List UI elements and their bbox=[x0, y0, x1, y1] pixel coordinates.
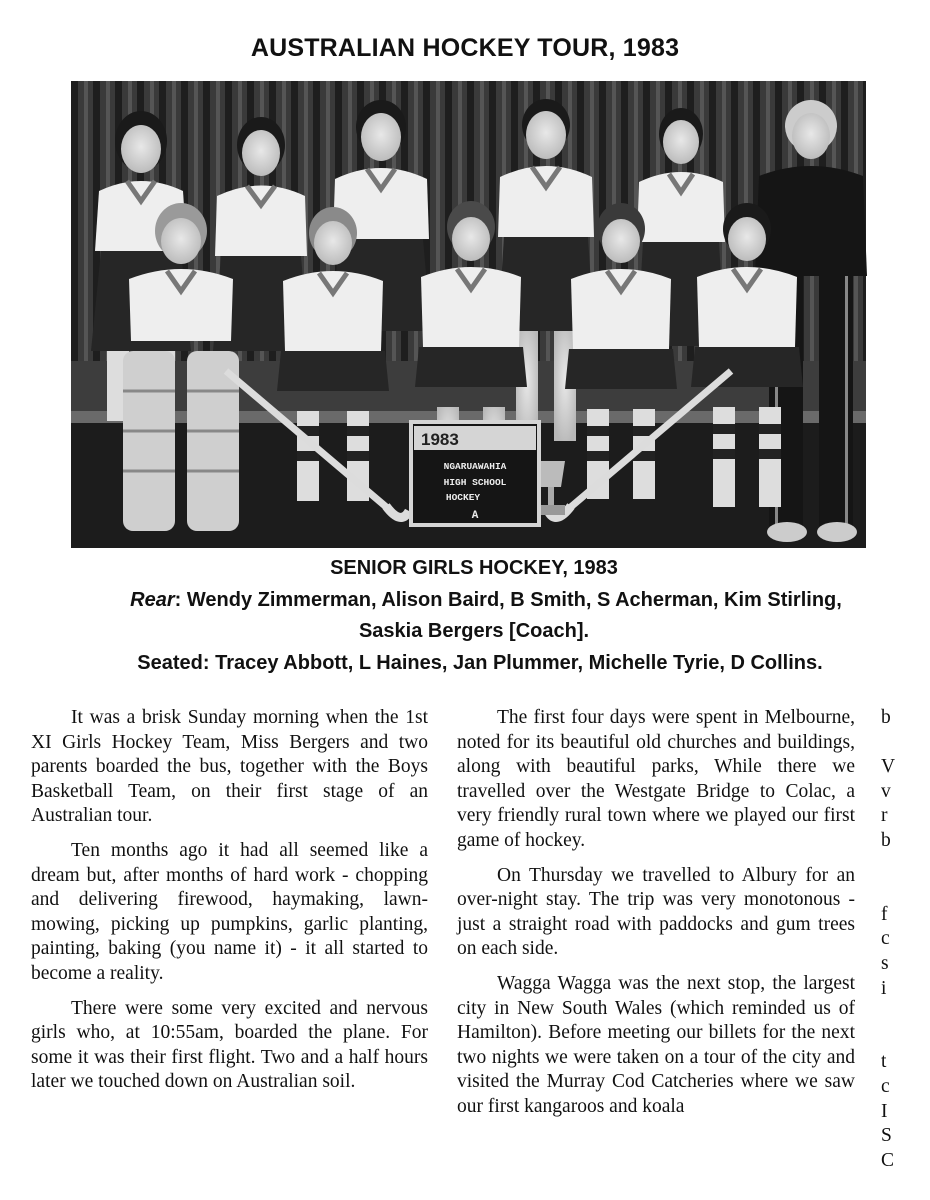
paragraph: On Thursday we travelled to Albury for an over-night stay. The trip was very monotonous - just a straight road with paddocks and gum trees on each side. bbox=[457, 864, 855, 960]
article-column-1 bbox=[31, 706, 428, 1105]
board-line-school-town: NGARUAWAHIA bbox=[443, 461, 507, 472]
caption-seated-prefix: Seated bbox=[137, 652, 203, 674]
page-title: AUSTRALIAN HOCKEY TOUR, 1983 bbox=[250, 34, 680, 62]
fragment: c bbox=[881, 928, 890, 950]
paragraph: There were some very excited and nervous girls who, at 10:55am, boarded the plane. For some it was their first flight. Two and a half hours later we touched down on Australian soil. bbox=[31, 997, 428, 1093]
caption-rear-prefix: Rear bbox=[130, 589, 175, 611]
fragment bbox=[881, 731, 901, 756]
board-line-sport: HOCKEY bbox=[445, 492, 481, 503]
fragment: S bbox=[881, 1125, 892, 1147]
paragraph: It was a brisk Sunday morning when the 1st XI Girls Hockey Team, Miss Bergers and two parents boarded the bus, together with the Boys Basketball Team, on their first stage of an Australian tour. bbox=[31, 707, 428, 827]
caption-rear-line2: Saskia Bergers [Coach]. bbox=[358, 620, 590, 642]
fragment: b bbox=[881, 707, 891, 728]
fragment: I bbox=[881, 1100, 888, 1122]
fragment bbox=[881, 1001, 901, 1026]
fragment: i bbox=[881, 977, 887, 999]
caption-title: SENIOR GIRLS HOCKEY, 1983 bbox=[330, 557, 618, 579]
caption-seated-line bbox=[36, 652, 924, 675]
board-year: 1983 bbox=[421, 430, 459, 449]
team-photo-illustration bbox=[71, 81, 866, 548]
board-line-school: HIGH SCHOOL bbox=[443, 477, 507, 488]
paragraph: Wagga Wagga was the next stop, the largest city in New South Wales (which reminded us of Hamilton). Before meeting our billets for the next two nights we were taken on a tour of the city and visited the Murray Cod Catcheries where we saw our first kangaroos and koala bbox=[457, 972, 855, 1117]
article-column-2 bbox=[457, 706, 855, 1130]
fragment bbox=[881, 1026, 901, 1051]
fragment: c bbox=[881, 1075, 890, 1097]
fragment: C bbox=[881, 1149, 895, 1171]
fragment: f bbox=[881, 903, 888, 925]
fragment: V bbox=[881, 756, 896, 778]
paragraph: Ten months ago it had all seemed like a dream but, after months of hard work - chopping and delivering firewood, haymaking, lawn-mowing, picking up pumpkins, garlic planting, painting, baking (you name it) - it all started to become a reality. bbox=[31, 839, 428, 984]
paragraph: The first four days were spent in Melbourne, noted for its beautiful old churches and buildings, along with beautiful parks, While there we travelled over the Westgate Bridge to Colac, a very friendly rural town where we played our first game of hockey. bbox=[457, 707, 855, 851]
team-board bbox=[411, 422, 539, 525]
fragment: s bbox=[881, 952, 889, 974]
fragment: b bbox=[881, 829, 891, 851]
fragment bbox=[881, 878, 901, 903]
fragment bbox=[881, 854, 901, 879]
caption-rear-line1 bbox=[42, 589, 930, 612]
fragment: v bbox=[881, 780, 891, 802]
fragment: r bbox=[881, 805, 888, 827]
article-column-3-cropped bbox=[881, 706, 901, 1173]
caption-rear-names: : Wendy Zimmerman, Alison Baird, B Smith, S Acherman, Kim Stirling, bbox=[174, 589, 842, 611]
board-line-team: A bbox=[471, 510, 479, 522]
fragment: t bbox=[881, 1051, 887, 1073]
team-photo bbox=[71, 81, 866, 548]
caption-seated-names: : Tracey Abbott, L Haines, Jan Plummer, Michelle Tyrie, D Collins. bbox=[202, 652, 823, 674]
